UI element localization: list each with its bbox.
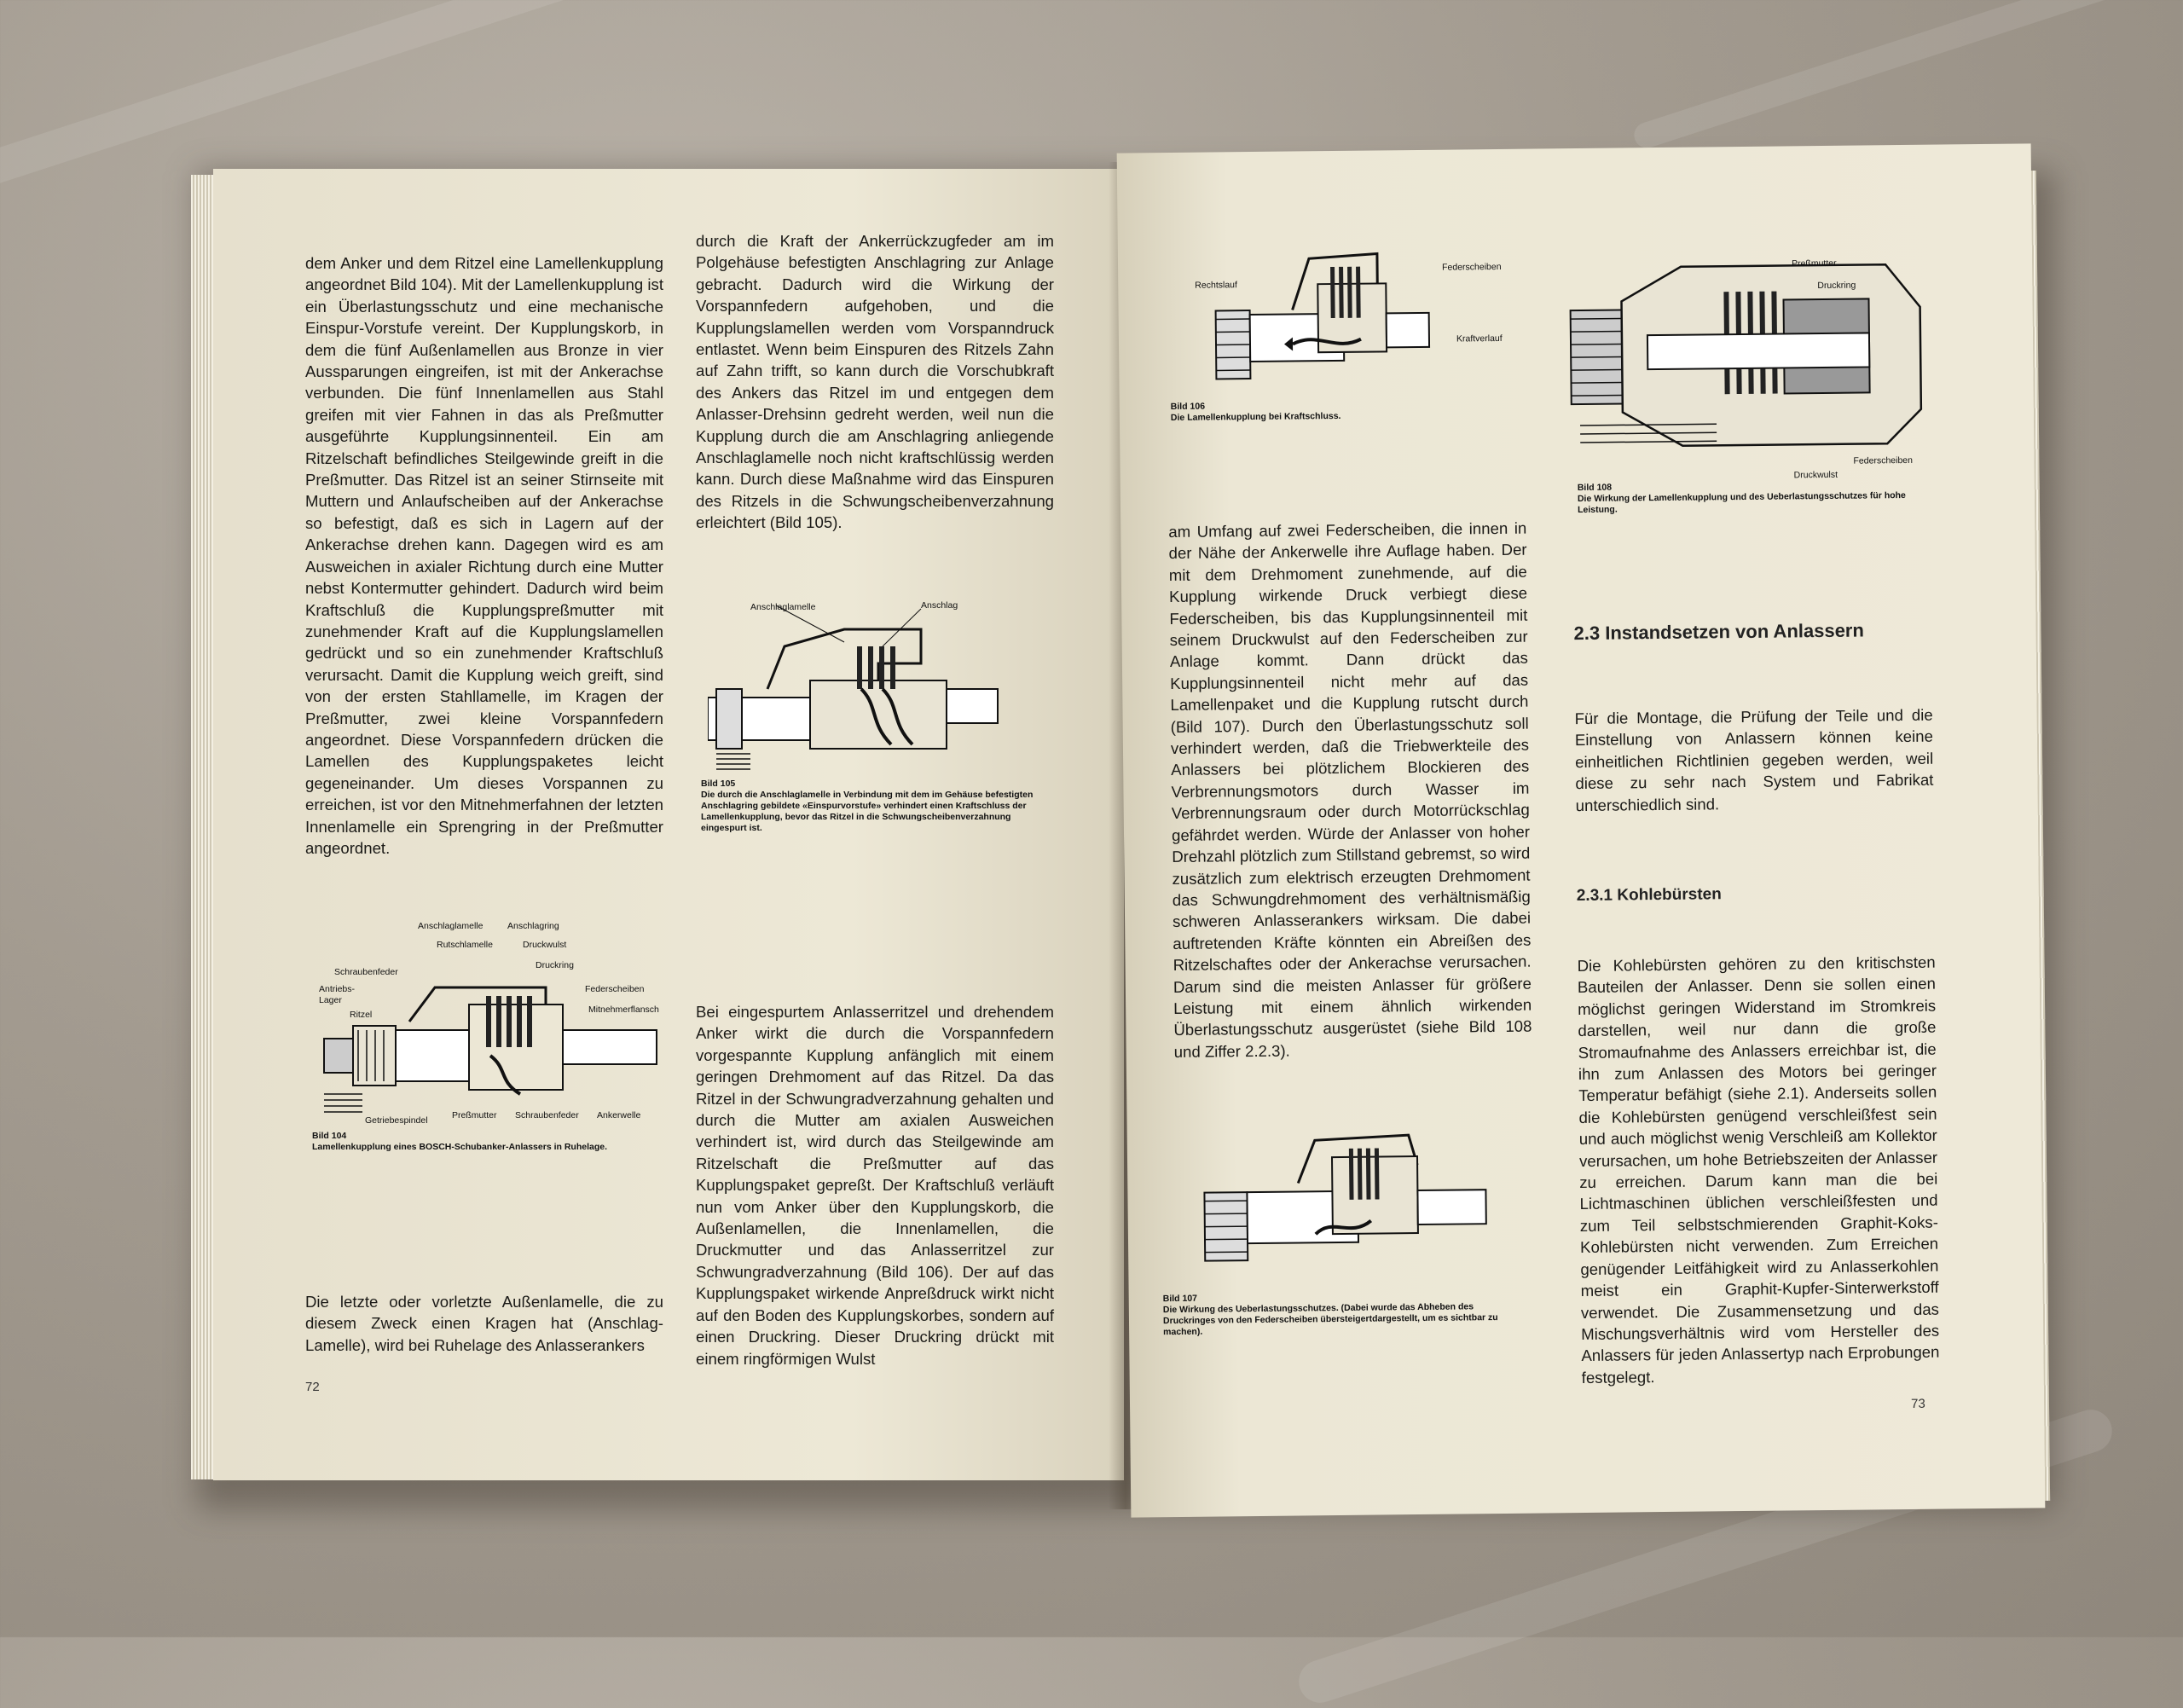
right-page-number: 73 [1911, 1397, 1925, 1411]
fig104-label-antriebslager: Antriebs-Lager [319, 984, 370, 1006]
fig106-caption-text: Die Lamellenkupplung bei Kraftschluss. [1171, 411, 1341, 423]
fig104-label-anschlaglamelle: Anschlaglamelle [418, 921, 483, 932]
fig106-label-kraftverlauf: Kraftverlauf [1456, 333, 1503, 345]
fig104-caption [312, 1131, 670, 1153]
fig105-caption-text: Die durch die Anschlaglamelle in Verbindung mit dem im Gehäuse befestigten Anschlagring gebildete «Einspurvorstufe» verhindert einen Kraftschluss der Lamellenkupplung, bevor das Ritzel in die Schwungscheibenverzahnung eingespurt ist. [701, 790, 1033, 833]
floor-streak [1630, 0, 2183, 151]
fig108-caption-number: Bild 108 [1578, 479, 1936, 494]
fig105-label-anschlaglamelle: Anschlaglamelle [750, 602, 815, 613]
fig107-caption-text: Die Wirkung des Ueberlastungsschutzes. (Dabei wurde das Abheben des Druckringes von den Federscheiben übersteigertdargestellt, um es sichtbar zu machen). [1163, 1301, 1498, 1337]
fig104-label-rutschlamelle: Rutschlamelle [437, 940, 493, 951]
fig107-caption [1163, 1290, 1522, 1338]
page-stack-left [191, 175, 213, 1479]
left-col1-bottom-text: Die letzte oder vorletzte Außenlamelle, die zu diesem Zweck einen Kragen hat (Anschlag-Lamelle), wird bei Ruhelage des Anlasserankers [305, 1291, 663, 1356]
fig104-label-federscheiben: Federscheiben [585, 984, 644, 995]
fig108-caption [1578, 479, 1936, 516]
fig106-label-federscheiben: Federscheiben [1442, 262, 1502, 274]
left-col2-bottom-text: Bei eingespurtem Anlasserritzel und drehendem Anker wirkt die durch die Vorspannfedern vorgespannte Kupplung anfänglich mit einem geringen Drehmoment auf das Ritzel. Da das Ritzel in der Schwungradverzahnung gehalten und durch die Mutter am axialen Ausweichen verhindert ist, wird durch das Steilgewinde am Ritzelschaft die Preßmutter auf das Kupplungspaket gepreßt. Der Kraftschluß verläuft nun vom Anker über den Kupplungskorb, die Außenlamellen, die Innenlamellen, die Druckmutter und das Anlasserritzel zur Schwungradverzahnung (Bild 106). Der auf das Kupplungspaket wirkende Anpreßdruck wirkt nicht auf den Boden des Kupplungskorbes, sondern auf einen Druckring. Dieser Druckring drückt mit einem ringförmigen Wulst [696, 1001, 1054, 1369]
fig104-label-getriebespindel: Getriebespindel [365, 1115, 428, 1126]
fig105-caption-number: Bild 105 [701, 779, 1057, 790]
figure-108-illustration [1561, 247, 1939, 465]
fig106-label-rechtslauf: Rechtslauf [1195, 280, 1237, 292]
fig104-label-schraubenfeder: Schraubenfeder [334, 967, 398, 978]
left-page [213, 169, 1124, 1480]
section-heading-2-3-1: 2.3.1 Kohlebürsten [1577, 885, 1722, 906]
fig104-label-pressmutter: Preßmutter [452, 1110, 497, 1121]
fig104-caption-text: Lamellenkupplung eines BOSCH-Schubanker-Anlassers in Ruhelage. [312, 1142, 607, 1152]
figure-105-illustration [708, 595, 1015, 774]
fig106-caption [1171, 398, 1495, 424]
fig104-label-anschlagring: Anschlagring [507, 921, 559, 932]
left-col1-top-text: dem Anker und dem Ritzel eine Lamellenkupplung angeordnet Bild 104). Mit der Lamellenkupplung ist ein Überlastungsschutz und eine mechanische Einspur-Vorstufe vereint. Der Kupplungskorb, in dem die fünf Außenlamellen aus Bronze in vier Aussparungen eingreifen, ist mit der Ankerachse verbunden. Die fünf Innenlamellen aus Stahl greifen mit vier Fahnen in das als Preßmutter ausgeführte Kupplungsinnenteil. Ein am Ritzelschaft befindliches Steilgewinde greift in die Preßmutter. Das Ritzel ist an seiner Stirnseite mit Muttern und Anlaufscheiben auf der Ankerachse so befestigt, daß es sich in Lagern auf der Ankerachse drehen kann. Dagegen wird es am Ausweichen in axialer Richtung durch eine Mutter nebst Kontermutter gehindert. Dadurch wird beim Kraftschluß die Kupplungspreßmutter mit zunehmender Kraft auf die Kupplungslamellen gedrückt und so ein zunehmender Kraftschluß verursacht. Damit die Kupplung weich greift, sind von der ersten Stahllamelle, im Kragen der Preßmutter, zwei kleine Vorspannfedern angeordnet. Diese Vorspannfedern drücken die Lamellen des Kupplungspaketes leicht gegeneinander. Um dieses Vorspannen zu erreichen, ist vor den Mitnehmerfahnen der letzten Innenlamelle ein Sprengring in der Preßmutter angeordnet. [305, 252, 663, 859]
fig104-label-ritzel: Ritzel [350, 1010, 372, 1021]
fig104-label-mitnehmerflansch: Mitnehmerflansch [588, 1005, 659, 1016]
fig104-label-ankerwelle: Ankerwelle [597, 1110, 640, 1121]
fig104-caption-number: Bild 104 [312, 1131, 670, 1142]
fig106-caption-number: Bild 106 [1171, 398, 1495, 413]
fig105-label-anschlag: Anschlag [921, 600, 958, 611]
figure-104-illustration [316, 919, 674, 1124]
left-page-number: 72 [305, 1380, 320, 1394]
fig104-label-druckring: Druckring [536, 960, 574, 971]
fig108-label-pressmutter: Preßmutter [1792, 258, 1837, 270]
fig107-caption-number: Bild 107 [1163, 1290, 1521, 1305]
right-col1-text: am Umfang auf zwei Federscheiben, die innen in der Nähe der Ankerwelle ihre Auflage haben. Der mit dem Drehmoment zunehmende, auf die Kupplung wirkende Druck verbiegt diese Federscheiben, bis das Kupplungsinnenteil mit seinem Druckwulst auf den Federscheiben zur Anlage kommt. Dann drückt das Kupplungsinnenteil nicht mehr auf das Lamellenpaket und die Kupplung rutscht durch (Bild 107). Durch den Überlastungsschutz soll verhindert werden, daß die Triebwerkteile des Anlassers bei plötzlichem Blockieren des Verbrennungsmotors durch Wasser im Verbrennungsraum oder durch Motorrückschlag gefährdet werden. Würde der Anlasser von hoher Drehzahl plötzlich zum Stillstand gebremst, so wird zusätzlich zum elektrisch erzeugten Drehmoment das Schwungdrehmoment des verhältnismäßig schweren Anlasserankers wirksam. Die dabei auftretenden Kräfte könnten ein Abreißen des Ritzelschaftes oder der Ankerachse verursachen. Darum sind die meisten Anlasser für größere Leistung mit einem ähnlich wirkenden Überlastungsschutz ausgerüstet (siehe Bild 108 und Ziffer 2.2.3). [1168, 518, 1532, 1063]
figure-106-illustration [1190, 232, 1447, 388]
figure-107-illustration [1186, 1113, 1512, 1278]
right-page [1117, 143, 2046, 1517]
fig105-caption [701, 779, 1057, 834]
fig108-label-federscheiben: Federscheiben [1853, 455, 1913, 467]
right-col2-body-text: Die Kohlebürsten gehören zu den kritischsten Bauteilen der Anlasser. Denn sie sollen einen möglichst geringen Widerstand im Stromkreis darstellen, weil nur dann die große Stromaufnahme des Anlassers erreichbar ist, die ihn zum Anlassen des Motors bei geringer Temperatur befähigt (siehe 2.1). Anderseits sollen die Kohlebürsten genügend verschleißfest sein und auch möglichst wenig Verschleiß am Kollektor verursachen, um hohe Betriebszeiten der Anlasser zu erreichen. Darum kann man die bei Lichtmaschinen üblichen verschleißfesten und zum Teil selbstschmierenden Graphit-Koks-Kohlebürsten nicht verwenden. Zum Erreichen genügender Leitfähigkeit wird zu Anlasserkohlen meist ein Graphit-Kupfer-Sinterwerkstoff verwendet. Die Zusammensetzung und das Mischungsverhältnis wird vom Hersteller des Anlassers für jeden Anlassertyp nach Erprobungen festgelegt. [1578, 952, 1940, 1388]
fig108-label-druckring: Druckring [1817, 281, 1856, 292]
fig104-label-schraubenfeder-2: Schraubenfeder [515, 1110, 579, 1121]
fig108-label-druckwulst: Druckwulst [1794, 470, 1838, 482]
fig108-caption-text: Die Wirkung der Lamellenkupplung und des Ueberlastungsschutzes für hohe Leistung. [1578, 490, 1906, 515]
fig104-label-druckwulst: Druckwulst [523, 940, 566, 951]
section-heading-2-3: 2.3 Instandsetzen von Anlassern [1573, 620, 1864, 646]
right-col2-intro-text: Für die Montage, die Prüfung der Teile und die Einstellung von Anlassern können keine einheitlichen Richtlinien gegeben werden, weil diese zu sehr nach System und Fabrikat unterschiedlich sind. [1574, 704, 1933, 816]
left-col2-top-text: durch die Kraft der Ankerrückzugfeder am im Polgehäuse befestigten Anschlagring zur Anlage gebracht. Dadurch wird die Wirkung der Vorspannfedern aufgehoben, und die Kupplungslamellen werden vom Vorspanndruck entlastet. Wenn beim Einspuren des Ritzels Zahn auf Zahn trifft, so kann durch die Vorschubkraft des Ankers das Ritzel im und entgegen dem Anlasser-Drehsinn gedreht werden, weil nun die Kupplung durch die am Anschlagring anliegende Anschlaglamelle noch nicht kraftschlüssig werden kann. Durch diese Maßnahme wird das Einspuren des Ritzels in die Schwungscheibenverzahnung erleichtert (Bild 105). [696, 230, 1054, 534]
